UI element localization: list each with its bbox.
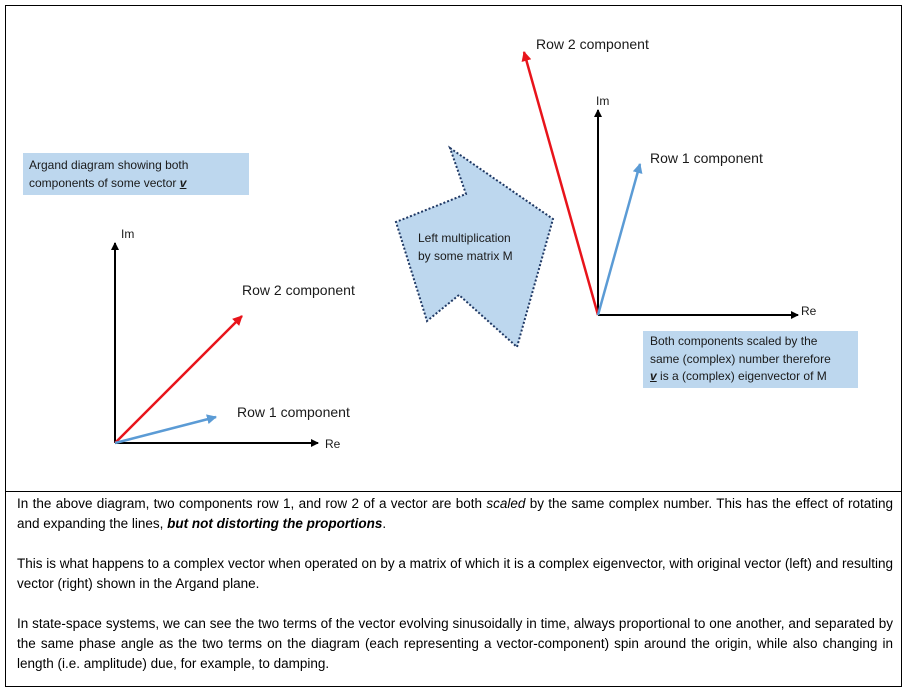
- caption-p1-text-a: In the above diagram, two components row 1, and row 2 of a vector are both: [17, 496, 487, 511]
- right-row1-label: Row 1 component: [650, 150, 763, 166]
- left-row2-label: Row 2 component: [242, 282, 355, 298]
- left-note-line2-text: components of some vector: [29, 176, 180, 190]
- left-row1-label: Row 1 component: [237, 404, 350, 420]
- right-note-vector-symbol: v: [650, 369, 657, 383]
- left-note-vector-symbol: v: [179, 176, 187, 190]
- caption-p1-text-c: .: [382, 516, 387, 531]
- right-note-line1: Both components scaled by the: [650, 334, 818, 348]
- caption-paragraph-2: This is what happens to a complex vector when operated on by a matrix of which it is a complex eigenvector, with original vector (left) and resulting vector (right) shown in the Argand plane.: [17, 556, 893, 591]
- left-row1-vector: [115, 417, 216, 443]
- left-re-label: Re: [325, 437, 341, 451]
- figure-caption: [17, 494, 893, 694]
- right-diagram-note: [643, 331, 858, 388]
- transform-arrow-label: [418, 229, 538, 265]
- right-note-line3-text: is a (complex) eigenvector of M: [656, 369, 827, 383]
- caption-p1-text-b: by the same complex number. This has the effect of rotating and expanding the lines,: [17, 496, 893, 531]
- caption-p1-strong-emphasis: but not distorting the proportions: [167, 516, 383, 531]
- left-note-line1: Argand diagram showing both: [29, 158, 189, 172]
- right-note-line3: [650, 368, 851, 386]
- right-note-line2: same (complex) number therefore: [650, 351, 831, 366]
- left-row2-vector: [115, 316, 242, 443]
- left-diagram-note: [23, 153, 249, 195]
- transform-arrow-line1: Left multiplication: [418, 231, 511, 245]
- caption-paragraph-1: [17, 494, 893, 534]
- transform-arrow-line2: by some matrix M: [418, 249, 513, 263]
- right-row2-label: Row 2 component: [536, 36, 649, 52]
- right-re-label: Re: [801, 304, 817, 318]
- caption-paragraph-3: In state-space systems, we can see the two terms of the vector evolving sinusoidally in time, always proportional to one another, and separated by the same phase angle as the two terms on the diagram (each representing a vector-component) spin around the origin, while also changing in length (i.e. amplitude) due, for example, to damping.: [17, 616, 893, 671]
- right-im-label: Im: [596, 94, 610, 108]
- left-note-line2: [29, 174, 243, 192]
- left-im-label: Im: [121, 227, 135, 241]
- caption-p1-emphasis: scaled: [486, 496, 526, 511]
- right-row1-vector: [598, 164, 640, 315]
